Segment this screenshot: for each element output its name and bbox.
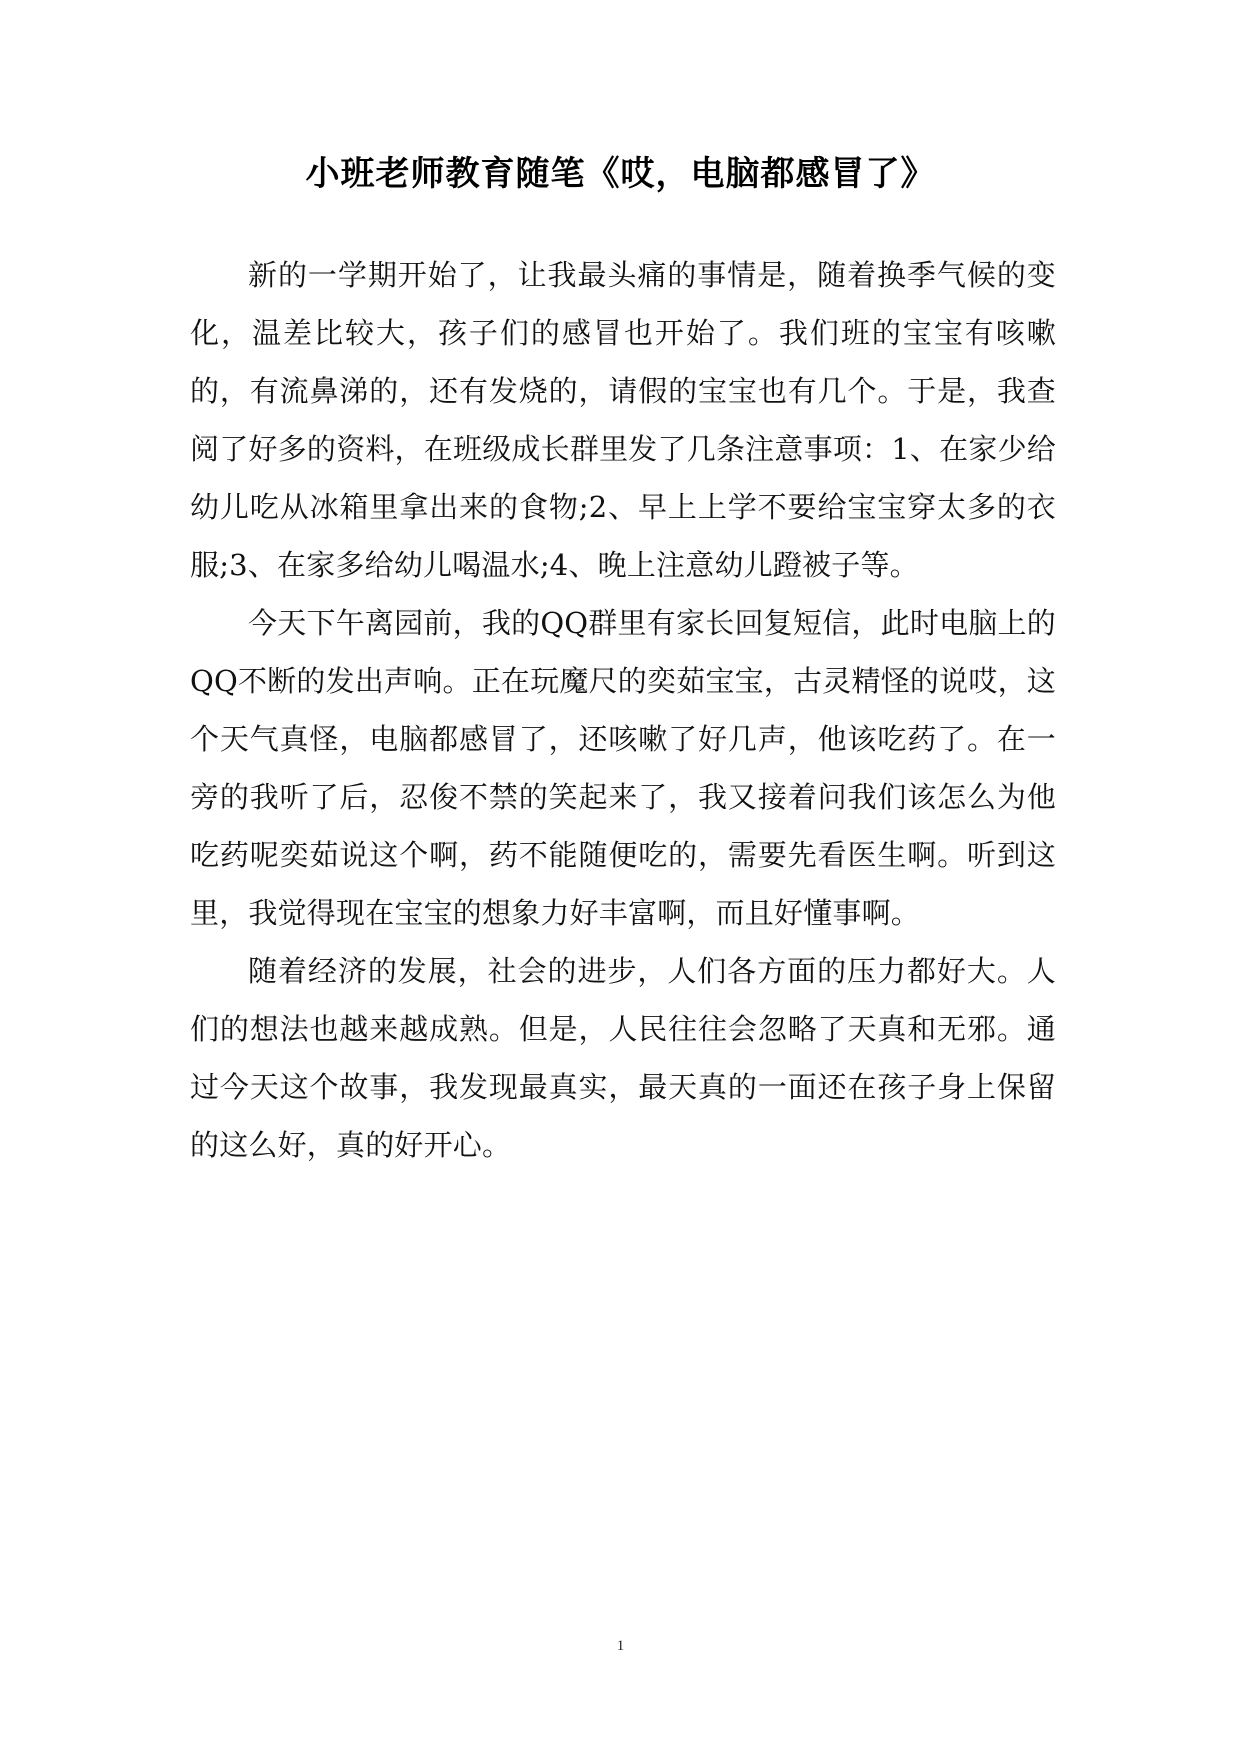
document-title: 小班老师教育随笔《哎，电脑都感冒了》 [305, 154, 936, 194]
paragraph-2: 今天下午离园前，我的QQ群里有家长回复短信，此时电脑上的QQ不断的发出声响。正在玩魔尺的奕茹宝宝，古灵精怪的说哎，这个天气真怪，电脑都感冒了，还咳嗽了好几声，他该吃药了。在一旁的我听了后，忍俊不禁的笑起来了，我又接着问我们该怎么为他吃药呢奕茹说这个啊，药不能随便吃的，需要先看医生啊。听到这里，我觉得现在宝宝的想象力好丰富啊，而且好懂事啊。 [190, 606, 1056, 930]
page-number: 1 [616, 1638, 625, 1654]
paragraph-1: 新的一学期开始了，让我最头痛的事情是，随着换季气候的变化，温差比较大，孩子们的感冒也开始了。我们班的宝宝有咳嗽的，有流鼻涕的，还有发烧的，请假的宝宝也有几个。于是，我查阅了好多的资料，在班级成长群里发了几条注意事项：1、在家少给幼儿吃从冰箱里拿出来的食物;2、早上上学不要给宝宝穿太多的衣服;3、在家多给幼儿喝温水;4、晚上注意幼儿蹬被子等。 [190, 258, 1056, 582]
document-body [190, 246, 1056, 1174]
paragraph-3: 随着经济的发展，社会的进步，人们各方面的压力都好大。人们的想法也越来越成熟。但是，人民往往会忽略了天真和无邪。通过今天这个故事，我发现最真实，最天真的一面还在孩子身上保留的这么好，真的好开心。 [190, 954, 1056, 1162]
